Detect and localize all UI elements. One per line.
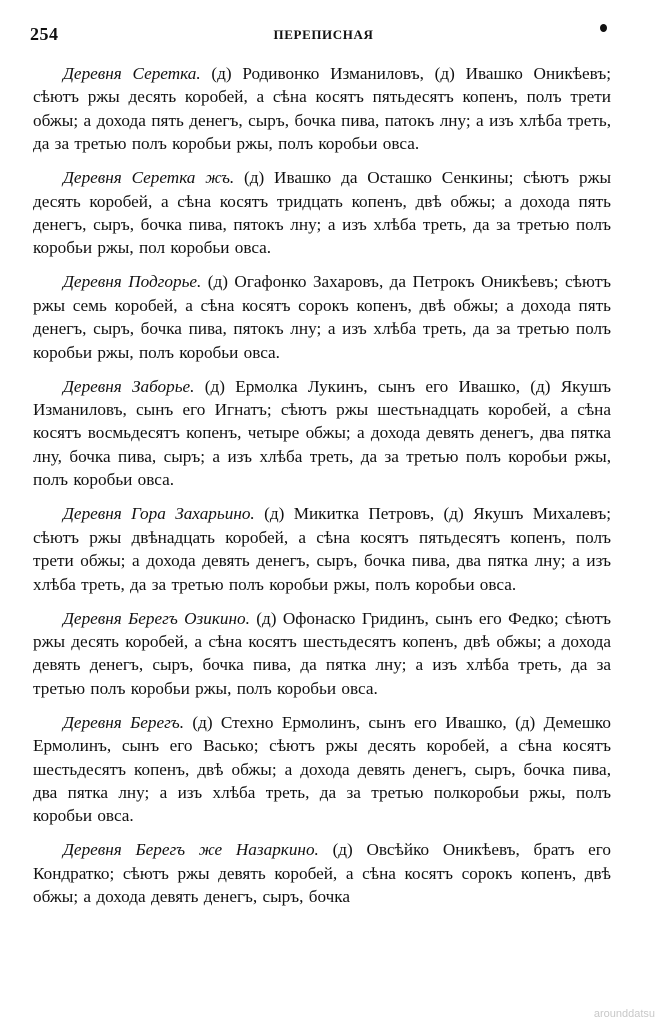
- watermark: arounddatsu: [593, 1008, 655, 1020]
- entry-paragraph: [33, 502, 611, 596]
- village-name: Деревня Заборье.: [63, 376, 195, 396]
- entry-paragraph: [33, 838, 611, 908]
- entry-paragraph: [33, 166, 611, 260]
- village-name: Деревня Берегъ.: [63, 712, 185, 732]
- entry-text: (д) Офонаско Гридинъ, сынъ его Федко; сѣютъ ржы десять коробей, а сѣна косятъ шестьдесятъ копенъ, двѣ обжы; а дохода девять денегъ, сыръ, бочка пива, да пятка лну; а изъ хлѣба треть, да за третью полъ коробьи ржы, полъ коробьи овса.: [33, 608, 611, 698]
- entries-list: [33, 62, 611, 919]
- entry-text: (д) Ивашко да Осташко Сенкины; сѣютъ ржы десять коробей, а сѣна косятъ тридцать копенъ, двѣ обжы; а дохода пять денегъ, сыръ, бочка пива, пятокъ лну; а изъ хлѣба треть, да за третью полъ коробьи ржы, пол коробьи овса.: [33, 168, 611, 258]
- entry-text: (д) Ермолка Лукинъ, сынъ его Ивашко, (д) Якушъ Изманиловъ, сынъ его Игнатъ; сѣютъ ржы шестьнадцать коробей, а сѣна косятъ восмьдесятъ копенъ, четыре обжы; а дохода девять денегъ, два пятка лну, бочка пива, сыръ; а изъ хлѣба треть, да за третью полъ коробьи ржы, полъ коробьи овса.: [33, 376, 612, 490]
- entry-paragraph: [33, 375, 611, 492]
- page-number: 254: [30, 24, 59, 44]
- village-name: Деревня Серетка жъ.: [63, 168, 235, 188]
- entry-paragraph: [33, 62, 611, 156]
- village-name: Деревня Берегъ Озикино.: [63, 608, 250, 628]
- ink-blot: [600, 24, 607, 32]
- village-name: Деревня Подгорье.: [63, 272, 202, 292]
- entry-paragraph: [33, 711, 611, 828]
- entry-text: (д) Овсѣйко Оникѣевъ, братъ его Кондратко; сѣютъ ржы девять коробей, а сѣна косятъ сорокъ копенъ, двѣ обжы; а дохода девять денегъ, сыръ, бочка: [33, 840, 612, 907]
- entry-text: (д) Родивонко Изманиловъ, (д) Ивашко Оникѣевъ; сѣютъ ржы десять коробей, а сѣна косятъ пятьдесятъ копенъ, полъ трети обжы; а дохода пять денегъ, сыръ, бочка пива, патокъ лну; а изъ хлѣба треть, да за третью полъ коробьи ржы, полъ коробьи овса.: [33, 64, 612, 154]
- entry-paragraph: [33, 607, 611, 701]
- village-name: Деревня Серетка.: [63, 64, 201, 83]
- entry-paragraph: [33, 270, 611, 364]
- entry-text: (д) Огафонко Захаровъ, да Петрокъ Оникѣевъ; сѣютъ ржы семь коробей, а сѣна косятъ сорокъ копенъ, двѣ обжы; а дохода пять денегъ, сыръ, бочка пива, пятокъ лну; а изъ хлѣба треть, да за третью полъ коробьи ржы, полъ коробьи овса.: [33, 272, 611, 362]
- village-name: Деревня Гора Захарьино.: [63, 504, 255, 524]
- running-head: ПЕРЕПИСНАЯ: [273, 27, 374, 42]
- page-header: [30, 24, 617, 52]
- entry-text: (д) Микитка Петровъ, (д) Якушъ Михалевъ; сѣютъ ржы двѣнадцать коробей, а сѣна косятъ пятьдесятъ копенъ, полъ трети обжы; а дохода девять денегъ, сыръ, бочка пива, два пятка лну; а изъ хлѣба треть, да за третью полъ коробьи ржы, полъ коробьи овса.: [33, 504, 611, 594]
- village-name: Деревня Берегъ же Назаркино.: [63, 840, 319, 860]
- entry-text: (д) Стехно Ермолинъ, сынъ его Ивашко, (д) Демешко Ермолинъ, сынъ его Васько; сѣютъ ржы десять коробей, а сѣна косятъ шестьдесятъ копенъ, двѣ обжы; а дохода девять денегъ, сыръ, бочка пива, два пятка лну; а изъ хлѣба треть, да за третью полкоробьи ржы, полъ коробьи овса.: [33, 712, 611, 826]
